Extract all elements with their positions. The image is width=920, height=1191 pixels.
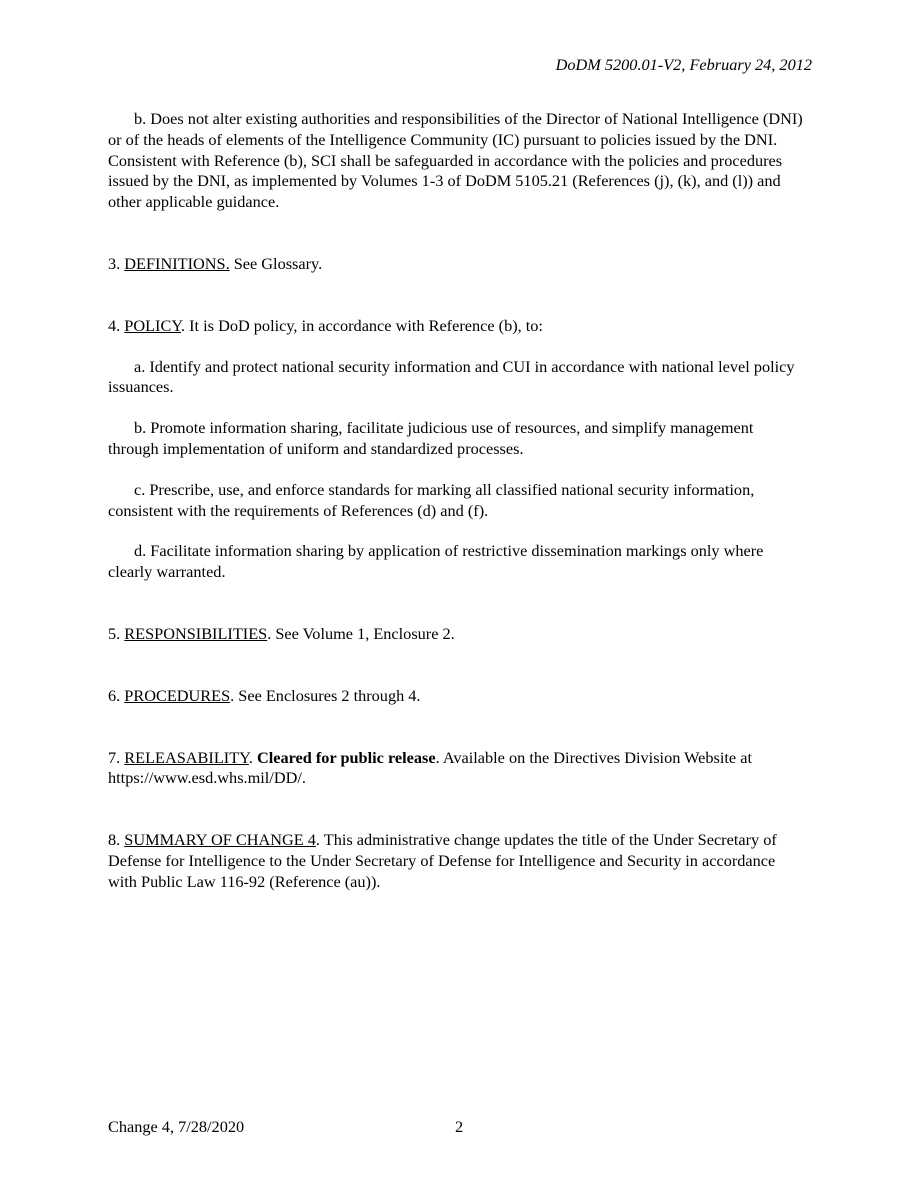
- page-content: [108, 109, 808, 893]
- release-statement: Cleared for public release: [256, 747, 436, 767]
- section-number: 7.: [108, 747, 125, 767]
- section-title-responsibilities: RESPONSIBILITIES: [124, 623, 268, 643]
- page-header: DoDM 5200.01-V2, February 24, 2012: [555, 55, 812, 74]
- footer-change: Change 4, 7/28/2020: [108, 1117, 245, 1136]
- section-number: 3.: [108, 253, 125, 273]
- section-title-policy: POLICY: [124, 315, 181, 335]
- section-policy: [108, 316, 808, 337]
- section-text: . See Volume 1, Enclosure 2.: [267, 623, 455, 643]
- section-definitions: [108, 254, 808, 275]
- section-title-releasability: RELEASABILITY: [124, 747, 249, 767]
- section-title-definitions: DEFINITIONS.: [124, 253, 230, 273]
- section-summary-of-change: [108, 830, 808, 892]
- section-text: . See Enclosures 2 through 4.: [230, 685, 421, 705]
- section-text: . Available on the Directives Division Website at https://www.esd.whs.mil/DD/.: [108, 747, 752, 788]
- section-responsibilities: [108, 624, 808, 645]
- section-number: 5.: [108, 623, 125, 643]
- section-number: 8.: [108, 830, 125, 850]
- paragraph-b-intro: b. Does not alter existing authorities and responsibilities of the Director of National Intelligence (DNI) or of the heads of elements of the Intelligence Community (IC) pursuant to policies issued by the DNI. Consistent with Reference (b), SCI shall be safeguarded in accordance with the policies and procedures issued by the DNI, as implemented by Volumes 1-3 of DoDM 5105.21 (References (j), (k), and (l)) and other applicable guidance.: [108, 109, 803, 212]
- policy-item-b: b. Promote information sharing, facilitate judicious use of resources, and simplify management through implementation of uniform and standardized processes.: [108, 418, 754, 458]
- section-text: . It is DoD policy, in accordance with Reference (b), to:: [180, 315, 543, 335]
- section-separator: .: [248, 747, 257, 767]
- section-title-procedures: PROCEDURES: [124, 685, 231, 705]
- policy-item-c: c. Prescribe, use, and enforce standards for marking all classified national security information, consistent with the requirements of References (d) and (f).: [108, 479, 755, 520]
- policy-item-a: a. Identify and protect national security information and CUI in accordance with national level policy issuances.: [108, 356, 795, 397]
- policy-item-d: d. Facilitate information sharing by application of restrictive dissemination markings only where clearly warranted.: [108, 541, 764, 582]
- section-text: . This administrative change updates the title of the Under Secretary of Defense for Intelligence to the Under Secretary of Defense for Intelligence and Security in accordance with Public Law 116-92 (Reference (au)).: [108, 830, 777, 891]
- section-procedures: [108, 686, 808, 707]
- section-number: 4.: [108, 315, 125, 335]
- page-number: 2: [455, 1117, 464, 1136]
- section-title-summary: SUMMARY OF CHANGE 4: [124, 830, 316, 850]
- section-number: 6.: [108, 685, 125, 705]
- section-releasability: [108, 748, 808, 790]
- section-text: See Glossary.: [229, 253, 323, 273]
